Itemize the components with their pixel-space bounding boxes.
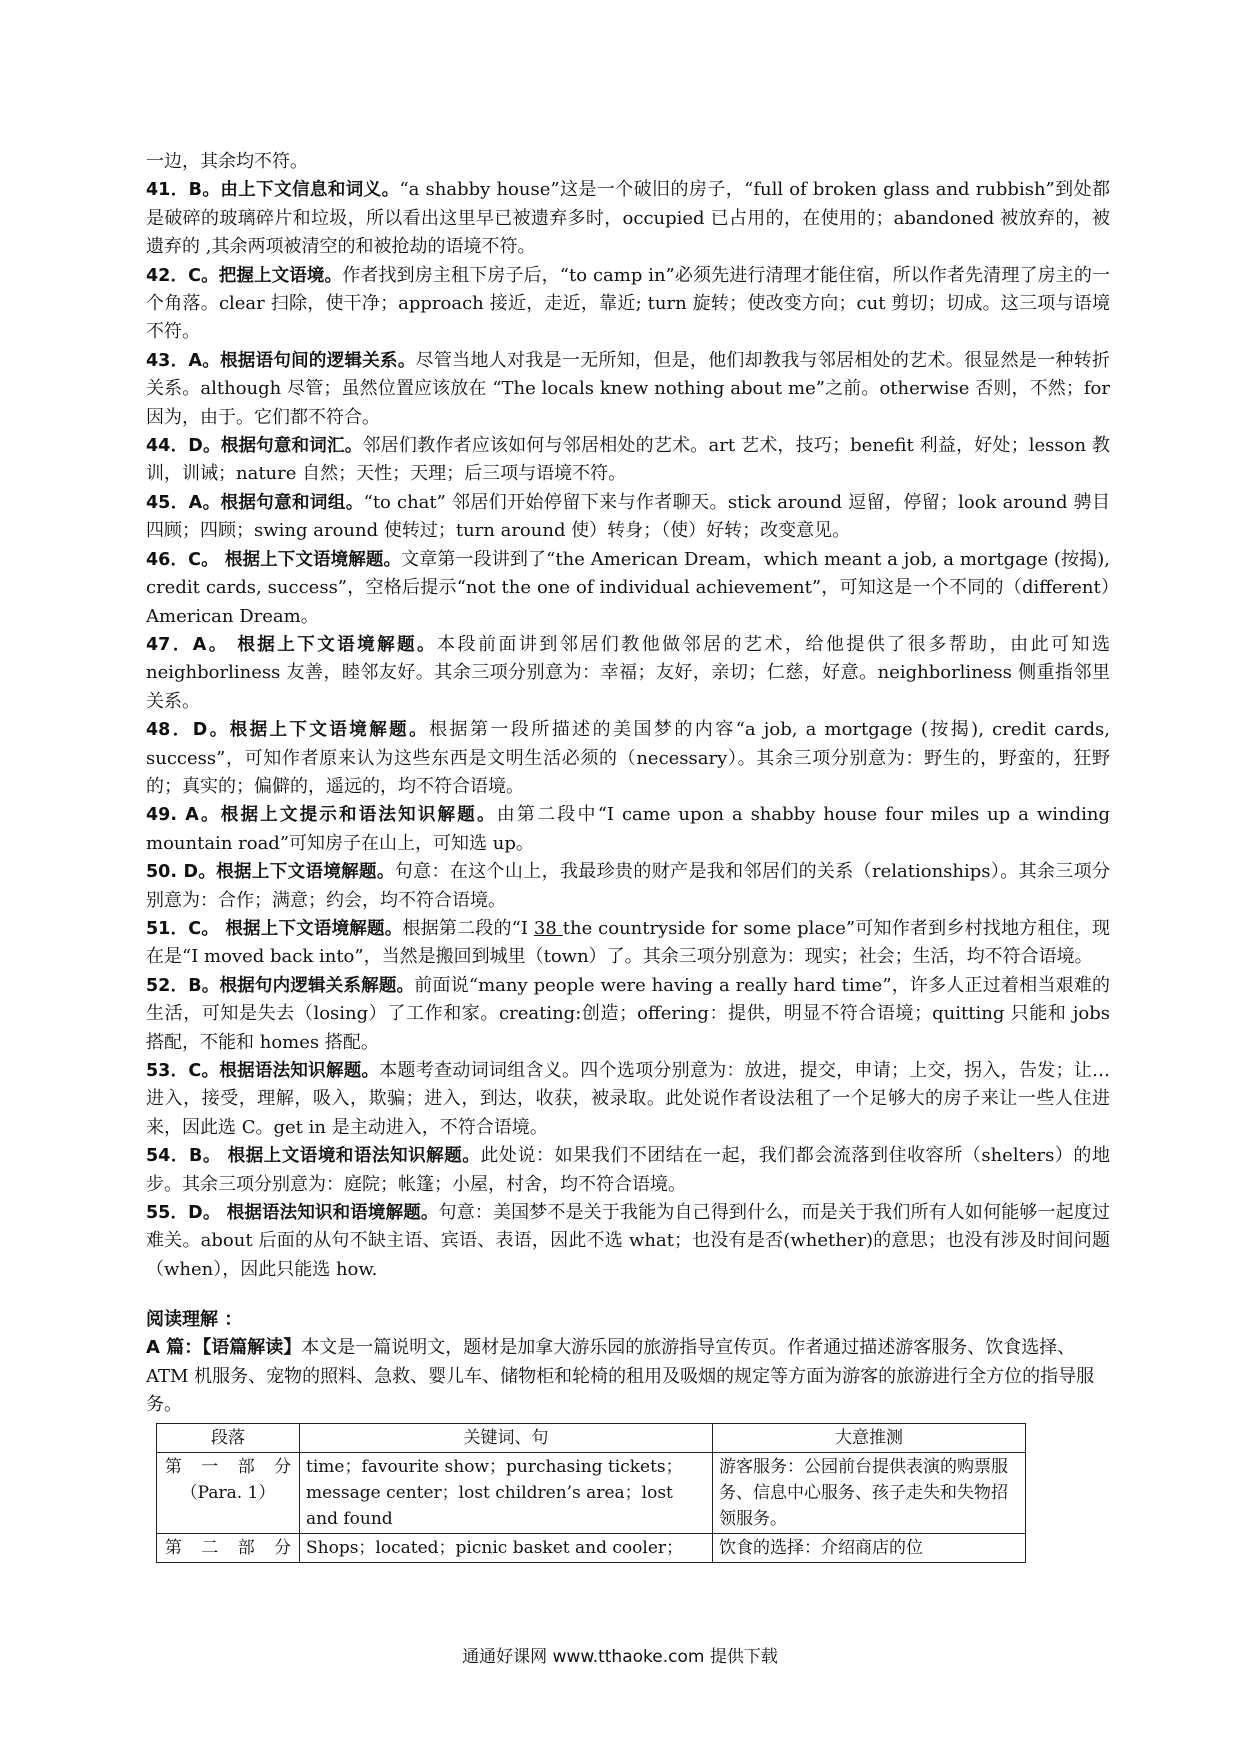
part-cell [157, 1534, 300, 1563]
answer-item [146, 858, 1110, 915]
answer-lead: 52．B。根据句内逻辑关系解题。 [146, 975, 415, 996]
answer-text: 作者找到房主租下房子后，“to camp in”必须先进行清理才能住宿，所以作者先清理了房主的一个角落。clear 扫除，使干净；approach 接近，走近，靠近; turn 旋转；使改变方向；cut 剪切；切成。这三项与语境不符。 [146, 264, 1110, 343]
answer-text: 句意：在这个山上，我最珍贵的财产是我和邻居们的关系（relationships）。其余三项分别意为：合作；满意；约会，均不符合语境。 [146, 861, 1110, 911]
answer-item [146, 1057, 1110, 1142]
answer-text: 尽管当地人对我是一无所知，但是，他们却教我与邻居相处的艺术。很显然是一种转折关系。although 尽管；虽然位置应该放在 “The locals knew nothing about me”之前。otherwise 否则，不然；for 因为，由于。它们都不符合。 [146, 349, 1110, 428]
answer-item [146, 1199, 1110, 1284]
answer-lead: 54．B。 根据上文语境和语法知识解题。 [146, 1146, 481, 1167]
answer-lead: 48．D。根据上下文语境解题。 [146, 720, 430, 741]
footer-credit: 通通好课网 www.tthaoke.com 提供下载 [462, 1647, 778, 1667]
answer-item [146, 915, 1110, 972]
meaning-cell: 游客服务：公园前台提供表演的购票服务、信息中心服务、孩子走失和失物招领服务。 [713, 1453, 1026, 1534]
answer-text: 根据第一段所描述的美国梦的内容“a job, a mortgage (按揭), credit cards, success”，可知作者原来认为这些东西是文明生活必须的（necessary）。其余三项分别意为：野生的，野蛮的，狂野的；真实的；偏僻的，遥远的，均不符合语境。 [146, 719, 1110, 797]
answer-list [146, 176, 1110, 1284]
passage-a-text: 本文是一篇说明文，题材是加拿大游乐园的旅游指导宣传页。作者通过描述游客服务、饮食选择、ATM 机服务、宠物的照料、急救、婴儿车、储物柜和轮椅的租用及吸烟的规定等方面为游客的旅游进行全方位的指导服务。 [146, 1337, 1095, 1416]
keywords-cell: Shops；located；picnic basket and cooler； [300, 1534, 713, 1563]
header-keywords: 关键词、句 [300, 1424, 713, 1453]
passage-a-label: A 篇：【语篇解读】 [146, 1337, 302, 1359]
answer-text-continued: the countryside for some place”可知作者到乡村找地方租住，现在是“I moved back into”，当然是搬回到城里（town）了。其余三项分别意为：现实；社会；生活，均不符合语境。 [146, 917, 1110, 968]
answer-item [146, 347, 1110, 432]
answer-item [146, 1142, 1110, 1199]
answer-lead: 46．C。 根据上下文语境解题。 [146, 549, 402, 570]
table-header-row [157, 1424, 1026, 1453]
answer-lead: 44．D。根据句意和词汇。 [146, 436, 363, 457]
continuation-text: 一边，其余均不符。 [146, 151, 308, 172]
passage-a-intro [146, 1334, 1110, 1419]
table-row [157, 1534, 1026, 1563]
answer-text: 根据第二段的“I [402, 917, 534, 939]
answer-item [146, 716, 1110, 801]
answer-text: 前面说“many people were having a really hard time”，许多人正过着相当艰难的生活，可知是失去（losing）了工作和家。creating:创造；offering：提供，明显不符合语境；quitting 只能和 jobs 搭配，不能和 homes 搭配。 [146, 974, 1110, 1053]
analysis-table [156, 1423, 1026, 1563]
answer-item [146, 801, 1110, 858]
keywords-cell: time；favourite show；purchasing tickets；message center；lost children’s area；lost and found [300, 1453, 713, 1534]
answer-text: 本题考查动词词组含义。四个选项分别意为：放进，提交，申请；上交，拐入，告发；让…进入，接受，理解，吸入，欺骗；进入，到达，收获，被录取。此处说作者设法租了一个足够大的房子来让一些人住进来，因此选 C。get in 是主动进入，不符合语境。 [146, 1060, 1110, 1138]
answer-lead: 43．A。根据语句间的逻辑关系。 [146, 350, 416, 371]
answer-lead: 47．A。 根据上下文语境解题。 [146, 634, 438, 655]
answer-item [146, 972, 1110, 1057]
part-cell [157, 1453, 300, 1534]
answer-text: 本段前面讲到邻居们教他做邻居的艺术，给他提供了很多帮助，由此可知选 neighborliness 友善，睦邻友好。其余三项分别意为：幸福；友好，亲切；仁慈，好意。neighborliness 侧重指邻里关系。 [146, 633, 1110, 712]
answer-lead: 41．B。由上下文信息和词义。 [146, 180, 400, 201]
answer-text: 文章第一段讲到了“the American Dream，which meant a job, a mortgage (按揭), credit cards, success”，空格后提示“not the one of individual achievement”，可知这是一个不同的（different）American Dream。 [146, 548, 1110, 627]
answer-item [146, 489, 1110, 546]
answer-text: 此处说：如果我们不团结在一起，我们都会流落到住收容所（shelters）的地步。其余三项分别意为：庭院；帐篷；小屋，村舍，均不符合语境。 [146, 1145, 1110, 1195]
part-label: 第 一 部 分 [164, 1457, 292, 1478]
answer-item [146, 432, 1110, 489]
answer-text: 由第二段中“I came upon a shabby house four miles up a winding mountain road”可知房子在山上，可知选 up。 [146, 804, 1110, 854]
answer-item [146, 262, 1110, 347]
answer-lead: 50. D。根据上下文语境解题。 [146, 862, 395, 883]
answer-text: 句意：美国梦不是关于我能为自己得到什么，而是关于我们所有人如何能够一起度过难关。about 后面的从句不缺主语、宾语、表语，因此不选 what；也没有是否(whether)的意思；也没有涉及时间问题（when），因此只能选 how. [146, 1202, 1110, 1280]
answer-lead: 45．A。根据句意和词组。 [146, 492, 364, 513]
answer-item [146, 176, 1110, 261]
answer-lead: 55．D。 根据语法知识和语境解题。 [146, 1203, 439, 1224]
header-paragraph: 段落 [157, 1424, 300, 1453]
answer-lead: 51．C。 根据上下文语境解题。 [146, 918, 403, 939]
answer-item [146, 546, 1110, 631]
answer-lead: 53．C。根据语法知识解题。 [146, 1061, 380, 1081]
answer-item [146, 631, 1110, 716]
answer-blank: 38 [533, 917, 563, 939]
answer-text: “a shabby house”这是一个破旧的房子，“full of broken glass and rubbish”到处都是破碎的玻璃碎片和垃圾，所以看出这里早已被遗弃多时，occupied 已占用的，在使用的；abandoned 被放弃的，被遗弃的 ,其余两项被清空的和被抢劫的语境不符。 [146, 179, 1110, 258]
part-sub: （Para. 1） [180, 1483, 276, 1504]
document-page [146, 148, 1110, 1563]
answer-lead: 49. A。根据上文提示和语法知识解题。 [146, 805, 497, 826]
answer-text: 邻居们教作者应该如何与邻居相处的艺术。art 艺术，技巧；benefit 利益，好处；lesson 教训，训诫；nature 自然；天性；天理；后三项与语境不符。 [146, 435, 1110, 485]
header-meaning: 大意推测 [713, 1424, 1026, 1453]
meaning-cell: 饮食的选择：介绍商店的位 [713, 1534, 1026, 1563]
answer-text: “to chat” 邻居们开始停留下来与作者聊天。stick around 逗留，停留；look around 骋目四顾；四顾；swing around 使转过；turn around 使）转身；（使）好转；改变意见。 [146, 491, 1110, 542]
table-row [157, 1453, 1026, 1534]
answer-lead: 42．C。把握上文语境。 [146, 265, 343, 286]
part-label: 第 二 部 分 [164, 1538, 292, 1559]
reading-section-title: 阅读理解 ： [146, 1309, 243, 1331]
